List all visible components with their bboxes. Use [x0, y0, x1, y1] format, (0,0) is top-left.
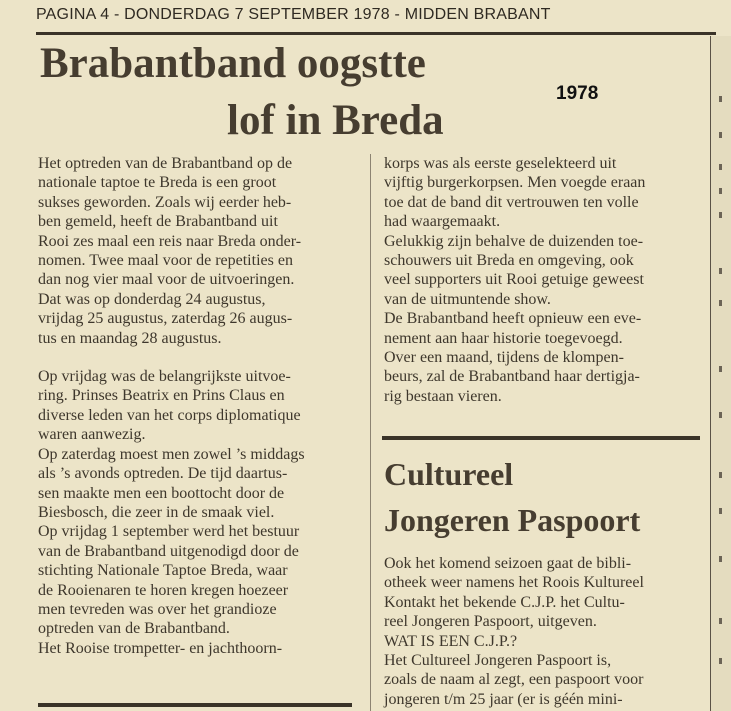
body-line: Op vrijdag was de belangrijkste uitvoe- [38, 368, 291, 386]
body-line: diverse leden van het corps diplomatique [38, 406, 301, 424]
body-line: nationale taptoe te Breda is een groot [38, 174, 277, 192]
header-rule [36, 32, 716, 35]
body-line: reel Jongeren Paspoort, uitgeven. [384, 613, 597, 631]
body-line: Het Cultureel Jongeren Paspoort is, [384, 652, 612, 670]
cjp-title-line-2: Jongeren Paspoort [384, 502, 641, 538]
body-line: otheek weer namens het Roois Kultureel [384, 574, 644, 592]
body-line: dan nog vier maal voor de uitvoeringen. [38, 271, 295, 289]
body-line: nomen. Twee maal voor de repetities en [38, 252, 293, 270]
body-line: Over een maand, tijdens de klompen- [384, 349, 624, 367]
body-line: WAT IS EEN C.J.P.? [384, 632, 518, 650]
body-line: veel supporters uit Rooi getuige geweest [384, 271, 644, 289]
body-line: ring. Prinses Beatrix en Prins Claus en [38, 387, 285, 405]
body-line: stichting Nationale Taptoe Breda, waar [38, 562, 288, 580]
cjp-title-line-1: Cultureel [384, 456, 514, 492]
body-line: beurs, zal de Brabantband haar dertigja- [384, 368, 640, 386]
body-line: Op zaterdag moest men zowel ’s middags [38, 445, 305, 463]
body-line: van de uitmuntende show. [384, 290, 551, 308]
body-line: men tevreden was over het grandioze [38, 600, 277, 618]
body-line: korps was als eerste geselekteerd uit [384, 155, 617, 172]
body-line: Op vrijdag 1 september werd het bestuur [38, 523, 300, 541]
adjacent-column-edge [711, 36, 731, 711]
body-line: van de Brabantband uitgenodigd door de [38, 542, 299, 560]
headline-line-1: Brabantband oogstte [40, 40, 426, 87]
body-line: waren aanwezig. [38, 426, 146, 444]
paragraph-gap [38, 348, 305, 367]
body-line: sukses geworden. Zoals wij eerder heb- [38, 193, 292, 211]
body-line: toe dat de band dit vertrouwen ten volle [384, 193, 639, 211]
cjp-article-body [384, 554, 644, 709]
headline-line-2: lof in Breda [227, 97, 444, 144]
body-line: optreden van de Brabantband. [38, 620, 230, 638]
year-badge: 1978 [556, 83, 599, 104]
body-line: Kontakt het bekende C.J.P. het Cultu- [384, 593, 625, 611]
body-line: Ook het komend seizoen gaat de bibli- [384, 555, 632, 572]
body-line: De Brabantband heeft opnieuw een eve- [384, 310, 642, 328]
body-line: vrijdag 25 augustus, zaterdag 26 augus- [38, 310, 293, 328]
body-line: Het optreden van de Brabantband op de [38, 155, 293, 172]
bottom-rule [38, 703, 352, 707]
body-line: Het Rooise trompetter- en jachthoorn- [38, 639, 283, 657]
body-line: de Rooienaren te horen kregen hoezeer [38, 581, 289, 599]
column-divider [370, 154, 371, 711]
body-line: rig bestaan vieren. [384, 387, 502, 405]
body-line: tus en maandag 28 augustus. [38, 329, 222, 347]
article-column-1 [38, 154, 305, 658]
body-line: had waargemaakt. [384, 213, 501, 231]
section-rule [382, 436, 700, 440]
body-line: jongeren t/m 25 jaar (er is géén mini- [384, 690, 623, 708]
running-head: PAGINA 4 - DONDERDAG 7 SEPTEMBER 1978 - MIDDEN BRABANT [36, 6, 551, 23]
body-line: ben gemeld, heeft de Brabantband uit [38, 213, 278, 231]
body-line: zoals de naam al zegt, een paspoort voor [384, 671, 644, 689]
body-line: Gelukkig zijn behalve de duizenden toe- [384, 232, 644, 250]
article-column-2 [384, 154, 645, 406]
body-line: Dat was op donderdag 24 augustus, [38, 290, 266, 308]
body-line: vijftig burgerkorpsen. Men voegde eraan [384, 174, 646, 192]
body-line: nement aan haar historie toegevoegd. [384, 329, 623, 347]
body-line: als ’s avonds optreden. De tijd daartus- [38, 465, 288, 483]
body-line: Rooi zes maal een reis naar Breda onder- [38, 232, 302, 250]
body-line: sen maakte men een boottocht door de [38, 484, 285, 502]
body-line: Biesbosch, die zeer in de smaak viel. [38, 503, 275, 521]
body-line: schouwers uit Breda en omgeving, ook [384, 252, 634, 270]
